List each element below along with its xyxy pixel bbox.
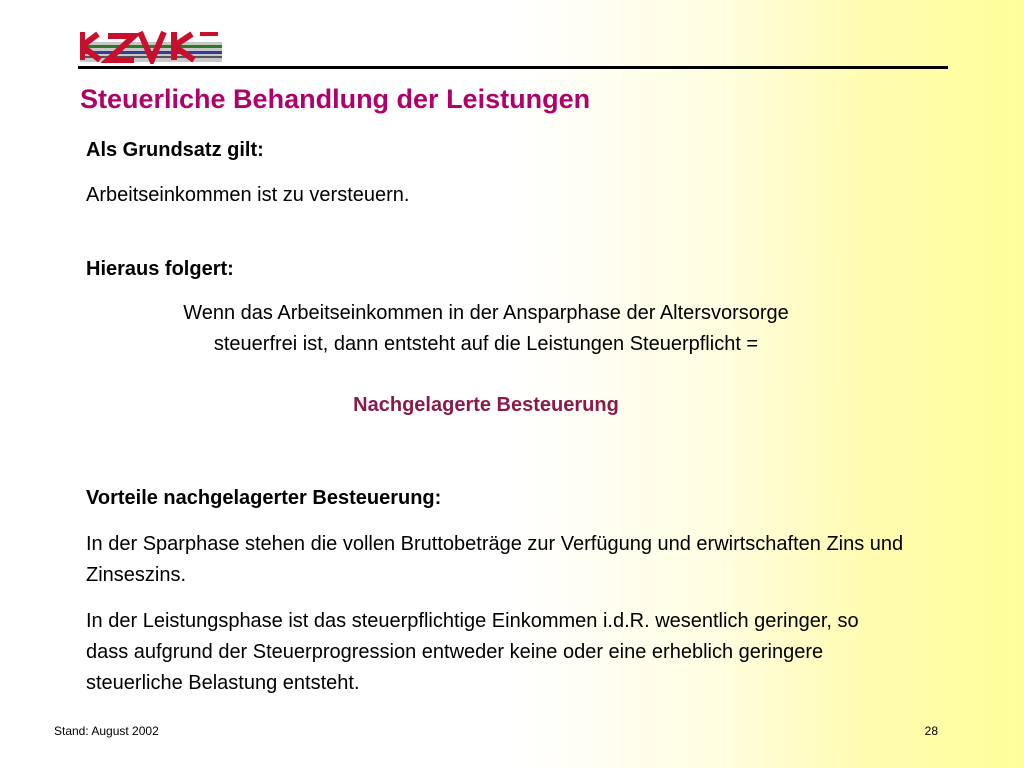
- advantages-heading: Vorteile nachgelagerter Besteuerung:: [86, 487, 442, 509]
- logo-graphic: [80, 28, 222, 64]
- kzvk-logo: [80, 28, 222, 64]
- advantage-paragraph-2: In der Leistungsphase ist das steuerpflichtige Einkommen i.d.R. wesentlich geringer, so dass aufgrund der Steuerprogression entweder keine oder eine erheblich geringere steuerliche Belastung entsteht.: [86, 610, 859, 694]
- conclusion-heading: Hieraus folgert:: [86, 258, 234, 280]
- header-divider: [78, 66, 948, 69]
- conclusion-line-2: steuerfrei ist, dann entsteht auf die Leistungen Steuerpflicht =: [213, 333, 759, 355]
- conclusion-line-1: Wenn das Arbeitseinkommen in der Ansparphase der Altersvorsorge: [183, 302, 789, 324]
- footer-date: Stand: August 2002: [54, 724, 159, 738]
- page-number: 28: [924, 724, 938, 738]
- slide-title: Steuerliche Behandlung der Leistungen: [80, 84, 591, 114]
- highlight-term: Nachgelagerte Besteuerung: [353, 394, 619, 416]
- advantage-paragraph-1: In der Sparphase stehen die vollen Bruttobeträge zur Verfügung und erwirtschaften Zins und Zinseszins.: [86, 533, 904, 586]
- principle-heading: Als Grundsatz gilt:: [86, 139, 264, 161]
- principle-text: Arbeitseinkommen ist zu versteuern.: [86, 184, 410, 206]
